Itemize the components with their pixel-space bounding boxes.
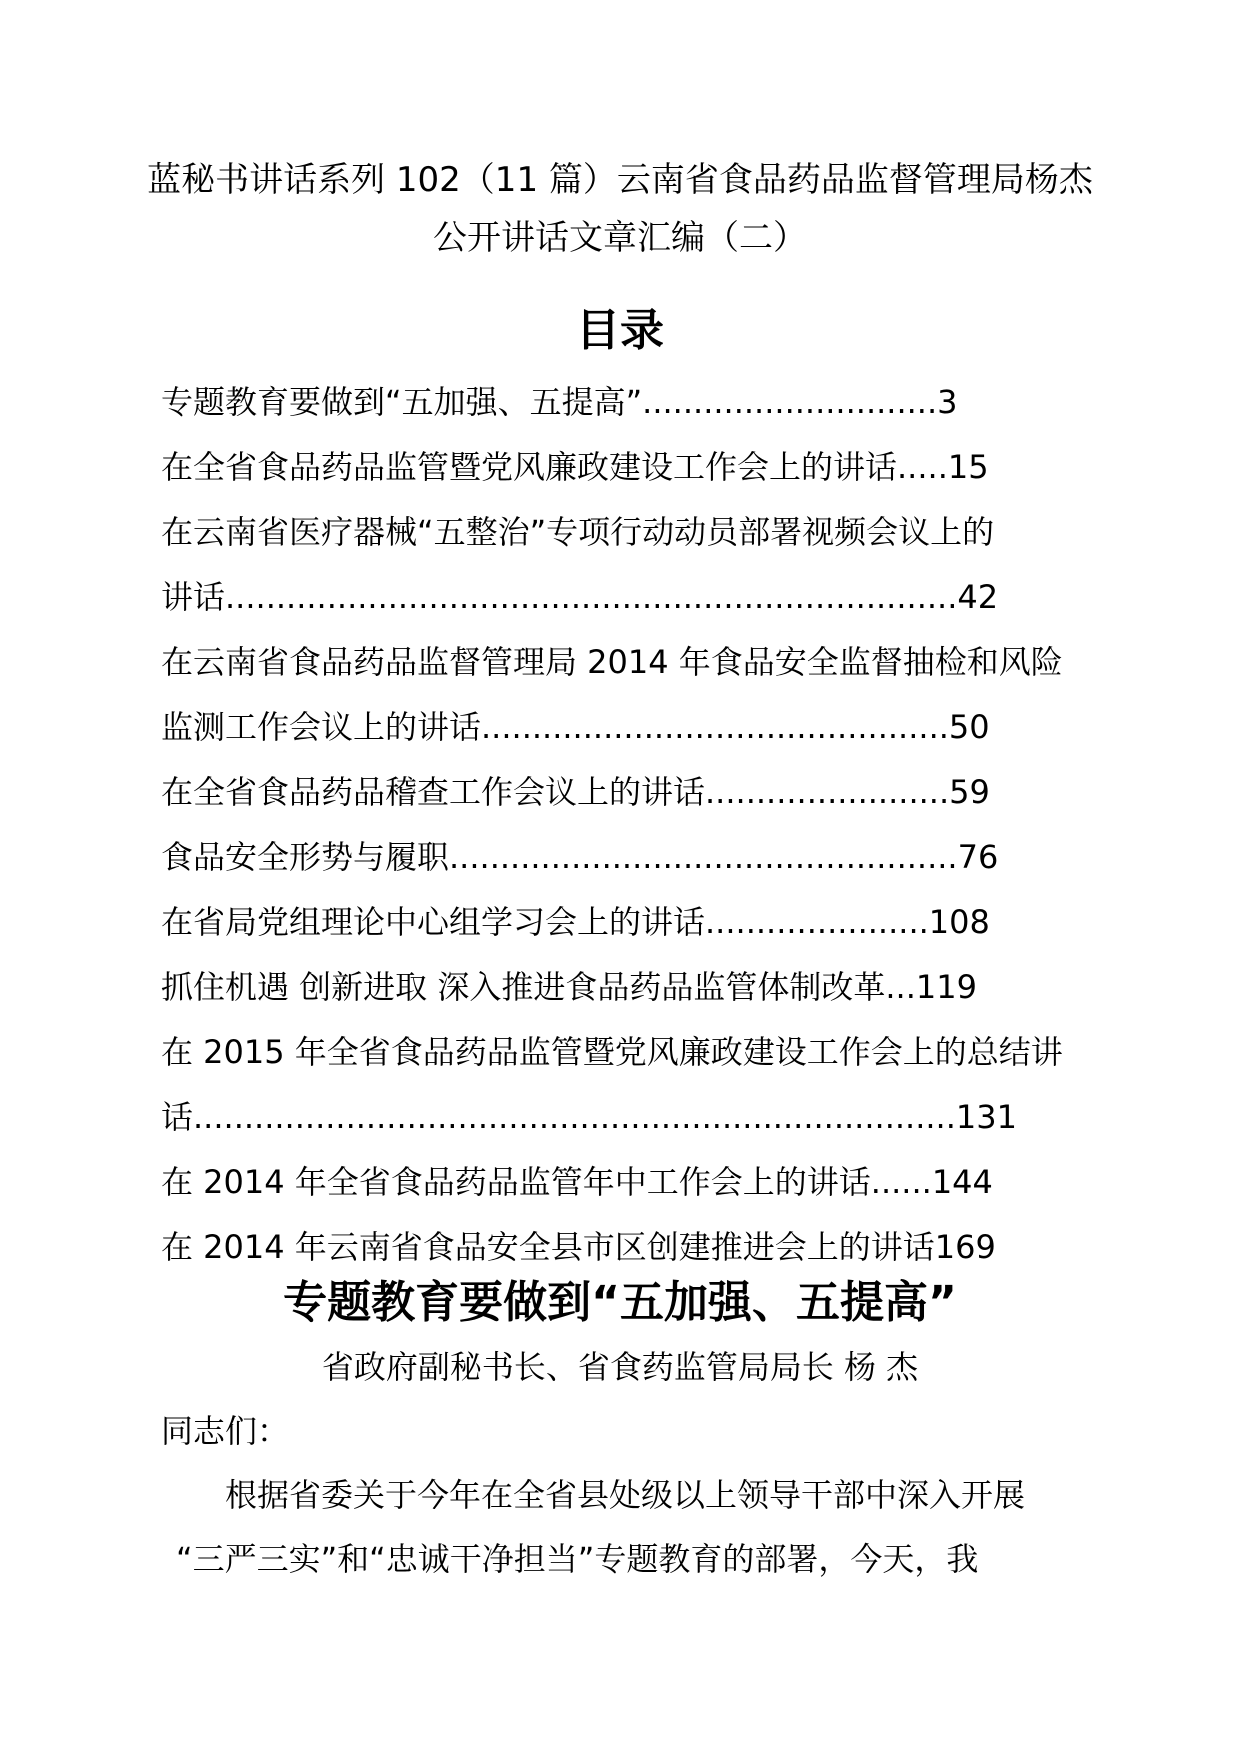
document-title-line-2: 公开讲话文章汇编（二） <box>433 218 807 258</box>
document-title-line-1: 蓝秘书讲话系列 102（11 篇）云南省食品药品监督管理局杨杰 <box>147 160 1093 200</box>
paragraph-line: “三严三实”和“忠诚干净担当”专题教育的部署，今天，我 <box>176 1540 979 1578</box>
article-title: 专题教育要做到“五加强、五提高” <box>283 1277 957 1328</box>
toc-entry[interactable]: 在云南省食品药品监督管理局 2014 年食品安全监督抽检和风险 <box>161 643 1063 681</box>
toc-entry[interactable]: 在 2015 年全省食品药品监管暨党风廉政建设工作会上的总结讲 <box>161 1033 1063 1071</box>
toc-entry-continuation[interactable]: 讲话........................................................................42 <box>161 578 999 616</box>
toc-entry-continuation[interactable]: 话...........................................................................131 <box>161 1098 1017 1136</box>
toc-entry-continuation[interactable]: 监测工作会议上的讲话..............................................50 <box>161 708 990 746</box>
toc-entry[interactable]: 专题教育要做到“五加强、五提高”.............................3 <box>161 383 958 421</box>
toc-entry[interactable]: 在 2014 年云南省食品安全县市区创建推进会上的讲话169 <box>161 1228 996 1266</box>
toc-entry[interactable]: 在 2014 年全省食品药品监管年中工作会上的讲话......144 <box>161 1163 993 1201</box>
paragraph-line: 根据省委关于今年在全省县处级以上领导干部中深入开展 <box>225 1476 1026 1514</box>
article-byline: 省政府副秘书长、省食药监管局局长 杨 杰 <box>321 1348 919 1386</box>
toc-entry[interactable]: 食品安全形势与履职..................................................76 <box>161 838 999 876</box>
table-of-contents <box>161 370 1091 1280</box>
toc-entry[interactable]: 在云南省医疗器械“五整治”专项行动动员部署视频会议上的 <box>161 513 995 551</box>
toc-entry[interactable]: 抓住机遇 创新进取 深入推进食品药品监管体制改革...119 <box>161 968 977 1006</box>
toc-entry[interactable]: 在省局党组理论中心组学习会上的讲话......................108 <box>161 903 990 941</box>
salutation: 同志们： <box>161 1412 290 1450</box>
toc-heading: 目录 <box>576 305 664 356</box>
toc-entry[interactable]: 在全省食品药品监管暨党风廉政建设工作会上的讲话.....15 <box>161 448 989 486</box>
toc-entry[interactable]: 在全省食品药品稽查工作会议上的讲话........................59 <box>161 773 990 811</box>
